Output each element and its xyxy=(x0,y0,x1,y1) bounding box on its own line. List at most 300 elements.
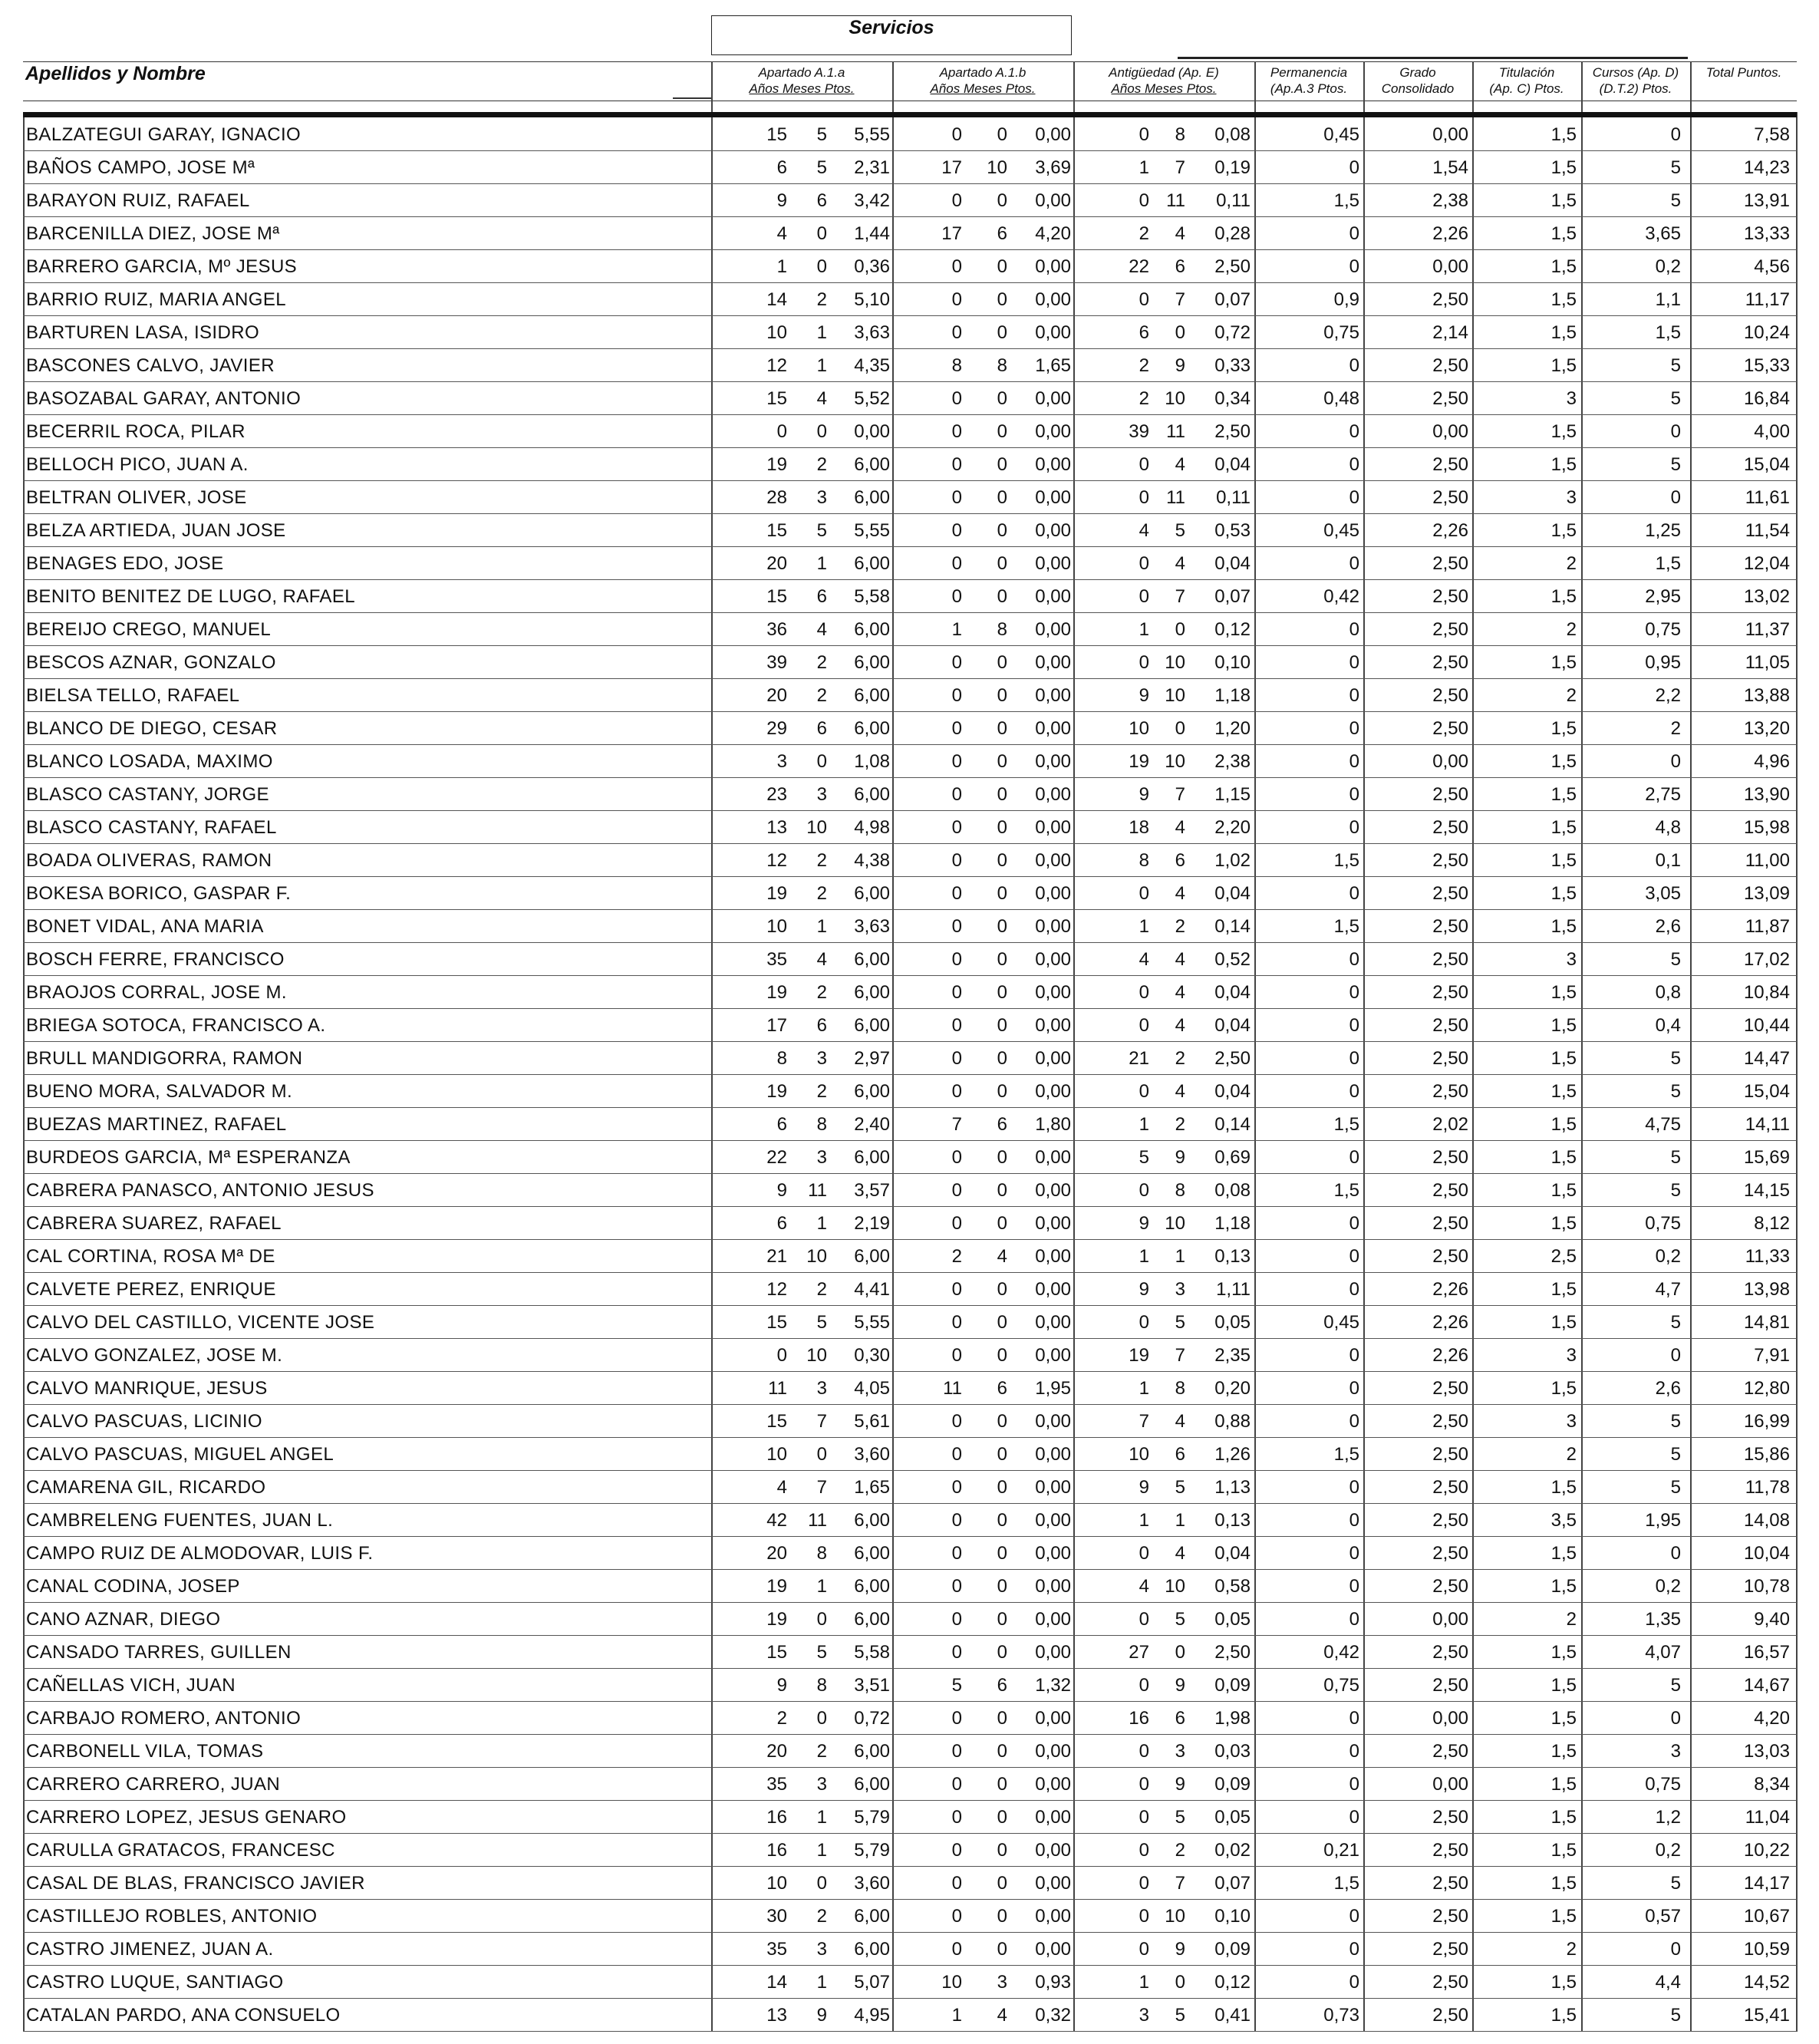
score-cell: 2 xyxy=(816,1906,827,1927)
table-row xyxy=(23,1669,1797,1702)
score-cell: 2 xyxy=(1175,1048,1185,1069)
servicios-title: Servicios xyxy=(849,17,934,38)
column-header-line2: (Ap. C) Ptos. xyxy=(1489,81,1564,96)
score-cell: 2,50 xyxy=(1432,1180,1468,1201)
score-cell: 6,00 xyxy=(854,619,890,640)
column-header-line1: Titulación xyxy=(1498,65,1555,80)
employee-name: CARBAJO ROMERO, ANTONIO xyxy=(26,1708,302,1729)
score-cell: 11,00 xyxy=(1745,850,1790,871)
score-cell: 3,60 xyxy=(854,1444,890,1465)
column-header xyxy=(711,64,892,97)
score-cell: 15,98 xyxy=(1743,817,1790,838)
score-cell: 9 xyxy=(816,2005,827,2026)
score-cell: 2,50 xyxy=(1432,982,1468,1003)
score-cell: 0 xyxy=(816,421,827,442)
score-cell: 2,50 xyxy=(1432,1906,1468,1927)
score-cell: 1 xyxy=(816,355,827,376)
score-cell: 10 xyxy=(766,1444,787,1465)
score-cell: 10 xyxy=(766,916,787,937)
score-cell: 5,07 xyxy=(854,1972,890,1993)
score-cell: 0 xyxy=(997,1048,1007,1069)
score-cell: 0 xyxy=(951,124,962,145)
score-cell: 0,53 xyxy=(1214,520,1251,541)
score-cell: 0 xyxy=(1670,751,1681,772)
score-cell: 19 xyxy=(1129,751,1149,772)
score-cell: 2,50 xyxy=(1432,1147,1468,1168)
column-header-line1: Grado xyxy=(1399,65,1436,80)
score-cell: 5 xyxy=(1670,1081,1681,1102)
score-cell: 4 xyxy=(1175,454,1185,475)
score-cell: 14,47 xyxy=(1743,1048,1790,1069)
table-row xyxy=(23,1735,1797,1768)
score-cell: 3,63 xyxy=(854,916,890,937)
score-cell: 28 xyxy=(766,487,787,508)
score-cell: 0,33 xyxy=(1214,355,1251,376)
score-cell: 0 xyxy=(951,1840,962,1861)
score-cell: 0 xyxy=(997,1477,1007,1498)
score-cell: 0 xyxy=(1349,1543,1359,1564)
score-cell: 10,59 xyxy=(1743,1939,1790,1960)
employee-name: CANAL CODINA, JOSEP xyxy=(26,1576,240,1597)
score-cell: 5 xyxy=(816,157,827,178)
score-cell: 5,79 xyxy=(854,1840,890,1861)
score-cell: 1,5 xyxy=(1550,157,1577,178)
score-cell: 0 xyxy=(1349,1609,1359,1630)
score-cell: 0,00 xyxy=(1035,619,1071,640)
score-cell: 0 xyxy=(997,817,1007,838)
employee-name: CANSADO TARRES, GUILLEN xyxy=(26,1642,292,1663)
employee-name: CALVO PASCUAS, LICINIO xyxy=(26,1411,262,1432)
score-cell: 6 xyxy=(1139,322,1149,343)
table-row xyxy=(23,1009,1797,1042)
score-cell: 4,98 xyxy=(854,817,890,838)
score-cell: 6 xyxy=(1175,256,1185,277)
score-cell: 1,5 xyxy=(1550,223,1577,244)
score-cell: 0 xyxy=(951,289,962,310)
score-cell: 0 xyxy=(997,1774,1007,1795)
score-cell: 9 xyxy=(1139,1213,1149,1234)
score-cell: 1,5 xyxy=(1550,817,1577,838)
score-cell: 2,5 xyxy=(1550,1246,1577,1267)
score-cell: 4 xyxy=(997,1246,1007,1267)
score-cell: 0 xyxy=(1349,421,1359,442)
score-cell: 10 xyxy=(1165,1576,1185,1597)
score-cell: 0,34 xyxy=(1214,388,1251,409)
score-cell: 0,00 xyxy=(1035,322,1071,343)
score-cell: 6,00 xyxy=(854,487,890,508)
employee-name: BLANCO DE DIEGO, CESAR xyxy=(26,718,278,739)
employee-name: CAÑELLAS VICH, JUAN xyxy=(26,1675,236,1696)
score-cell: 10 xyxy=(806,1246,827,1267)
score-cell: 0,28 xyxy=(1214,223,1251,244)
score-cell: 1,44 xyxy=(854,223,890,244)
score-cell: 0 xyxy=(997,1576,1007,1597)
score-cell: 0 xyxy=(1349,1378,1359,1399)
table-row xyxy=(23,1801,1797,1834)
score-cell: 5 xyxy=(1670,1675,1681,1696)
score-cell: 8 xyxy=(997,619,1007,640)
score-cell: 0 xyxy=(1670,1543,1681,1564)
score-cell: 0,00 xyxy=(1035,1873,1071,1894)
employee-name: BENAGES EDO, JOSE xyxy=(26,553,224,574)
score-cell: 1,18 xyxy=(1214,1213,1251,1234)
score-cell: 22 xyxy=(1129,256,1149,277)
score-cell: 0,75 xyxy=(1645,1774,1681,1795)
employee-name: BAÑOS CAMPO, JOSE Mª xyxy=(26,157,255,178)
score-cell: 7 xyxy=(951,1114,962,1135)
table-row xyxy=(23,316,1797,349)
score-cell: 2,50 xyxy=(1432,652,1468,673)
score-cell: 20 xyxy=(766,1543,787,1564)
score-cell: 4,8 xyxy=(1655,817,1681,838)
score-cell: 13,90 xyxy=(1743,784,1790,805)
score-cell: 0,2 xyxy=(1655,1576,1681,1597)
score-cell: 1,5 xyxy=(1550,1180,1577,1201)
score-cell: 2,50 xyxy=(1432,289,1468,310)
score-cell: 0 xyxy=(997,1312,1007,1333)
score-cell: 1,5 xyxy=(1550,850,1577,871)
score-cell: 3,51 xyxy=(854,1675,890,1696)
score-cell: 1,5 xyxy=(1550,322,1577,343)
score-cell: 14,52 xyxy=(1743,1972,1790,1993)
score-cell: 2,50 xyxy=(1214,1048,1251,1069)
table-row xyxy=(23,679,1797,712)
score-cell: 0 xyxy=(1139,1675,1149,1696)
score-cell: 2,50 xyxy=(1432,553,1468,574)
score-cell: 7 xyxy=(816,1411,827,1432)
score-cell: 4,05 xyxy=(854,1378,890,1399)
score-cell: 0 xyxy=(997,1213,1007,1234)
score-cell: 1,32 xyxy=(1035,1675,1071,1696)
score-cell: 1,5 xyxy=(1550,1807,1577,1828)
score-cell: 1,5 xyxy=(1550,1774,1577,1795)
score-cell: 1,5 xyxy=(1333,190,1359,211)
score-cell: 9 xyxy=(1175,1774,1185,1795)
score-cell: 2,50 xyxy=(1432,1081,1468,1102)
score-cell: 0,00 xyxy=(1432,751,1468,772)
table-row xyxy=(23,415,1797,448)
table-row xyxy=(23,250,1797,283)
score-cell: 9 xyxy=(1139,1279,1149,1300)
column-header-line2: (Ap.A.3 Ptos. xyxy=(1270,81,1348,96)
score-cell: 6 xyxy=(997,1378,1007,1399)
score-cell: 0 xyxy=(1139,289,1149,310)
score-cell: 2,75 xyxy=(1645,784,1681,805)
score-cell: 2,38 xyxy=(1214,751,1251,772)
score-cell: 3 xyxy=(816,784,827,805)
score-cell: 0,4 xyxy=(1655,1015,1681,1036)
score-cell: 2,31 xyxy=(854,157,890,178)
score-cell: 3 xyxy=(1175,1741,1185,1762)
score-cell: 0,00 xyxy=(1035,685,1071,706)
score-cell: 0,69 xyxy=(1214,1147,1251,1168)
score-cell: 0,00 xyxy=(1035,949,1071,970)
header-thick-rule xyxy=(23,112,1797,117)
score-cell: 4,41 xyxy=(854,1279,890,1300)
score-cell: 0,11 xyxy=(1216,190,1251,211)
employee-name: BLANCO LOSADA, MAXIMO xyxy=(26,751,273,772)
score-cell: 5 xyxy=(816,1312,827,1333)
score-cell: 4 xyxy=(1175,949,1185,970)
score-cell: 0,93 xyxy=(1035,1972,1071,1993)
score-cell: 19 xyxy=(766,982,787,1003)
score-cell: 1,5 xyxy=(1550,355,1577,376)
score-cell: 4,20 xyxy=(1035,223,1071,244)
score-cell: 10 xyxy=(941,1972,962,1993)
score-cell: 1,5 xyxy=(1333,1873,1359,1894)
score-cell: 0 xyxy=(997,652,1007,673)
score-cell: 0 xyxy=(997,190,1007,211)
score-cell: 0 xyxy=(1349,487,1359,508)
score-cell: 0 xyxy=(1139,1015,1149,1036)
employee-name: CATALAN PARDO, ANA CONSUELO xyxy=(26,2005,341,2026)
table-row xyxy=(23,778,1797,811)
score-cell: 13,91 xyxy=(1743,190,1790,211)
score-cell: 0,00 xyxy=(1035,1444,1071,1465)
employee-name: BOADA OLIVERAS, RAMON xyxy=(26,850,272,871)
table-row xyxy=(23,1702,1797,1735)
score-cell: 2,50 xyxy=(1432,916,1468,937)
score-cell: 9 xyxy=(1139,685,1149,706)
score-cell: 1,5 xyxy=(1550,1279,1577,1300)
score-cell: 1,5 xyxy=(1550,1048,1577,1069)
table-row xyxy=(23,547,1797,580)
score-cell: 0 xyxy=(951,388,962,409)
table-row xyxy=(23,1471,1797,1504)
table-row xyxy=(23,1999,1797,2032)
score-cell: 0 xyxy=(1349,718,1359,739)
score-cell: 6,00 xyxy=(854,685,890,706)
score-cell: 17,02 xyxy=(1743,949,1790,970)
table-row xyxy=(23,1504,1797,1537)
score-cell: 3,69 xyxy=(1035,157,1071,178)
score-cell: 0 xyxy=(997,751,1007,772)
score-cell: 3,5 xyxy=(1550,1510,1577,1531)
table-row xyxy=(23,580,1797,613)
column-header-line2: (D.T.2) Ptos. xyxy=(1599,81,1672,96)
score-cell: 1,5 xyxy=(1550,1477,1577,1498)
score-cell: 11,05 xyxy=(1745,652,1790,673)
score-cell: 10,84 xyxy=(1743,982,1790,1003)
score-cell: 6,00 xyxy=(854,1081,890,1102)
score-cell: 8 xyxy=(816,1114,827,1135)
score-cell: 0 xyxy=(1349,256,1359,277)
score-cell: 8 xyxy=(1175,1378,1185,1399)
score-cell: 1 xyxy=(816,1213,827,1234)
score-cell: 14,17 xyxy=(1743,1873,1790,1894)
score-cell: 15 xyxy=(766,586,787,607)
score-cell: 0,13 xyxy=(1214,1510,1251,1531)
score-cell: 10 xyxy=(1165,1906,1185,1927)
score-cell: 35 xyxy=(766,949,787,970)
column-header-line2: Años Meses Ptos. xyxy=(930,81,1036,96)
score-cell: 0 xyxy=(1349,982,1359,1003)
score-cell: 13,03 xyxy=(1743,1741,1790,1762)
score-cell: 14 xyxy=(766,289,787,310)
score-cell: 2,26 xyxy=(1432,1279,1468,1300)
score-cell: 0 xyxy=(997,1906,1007,1927)
score-cell: 0,41 xyxy=(1214,2005,1251,2026)
employee-name: BLASCO CASTANY, RAFAEL xyxy=(26,817,277,838)
score-cell: 6 xyxy=(1175,1444,1185,1465)
score-cell: 0 xyxy=(951,1015,962,1036)
score-cell: 0 xyxy=(1349,883,1359,904)
score-cell: 15 xyxy=(766,1642,787,1663)
score-cell: 0 xyxy=(997,289,1007,310)
score-cell: 6 xyxy=(997,1114,1007,1135)
score-cell: 6,00 xyxy=(854,1510,890,1531)
score-cell: 14,67 xyxy=(1743,1675,1790,1696)
score-cell: 3 xyxy=(997,1972,1007,1993)
score-cell: 2,35 xyxy=(1214,1345,1251,1366)
score-cell: 15,41 xyxy=(1743,2005,1790,2026)
score-cell: 0,00 xyxy=(1035,718,1071,739)
score-cell: 5,55 xyxy=(854,124,890,145)
score-cell: 10 xyxy=(1165,652,1185,673)
score-cell: 3,63 xyxy=(854,322,890,343)
table-row xyxy=(23,1042,1797,1075)
score-cell: 8,34 xyxy=(1754,1774,1790,1795)
score-cell: 0,07 xyxy=(1214,289,1251,310)
score-cell: 6,00 xyxy=(854,1543,890,1564)
score-cell: 0 xyxy=(816,1708,827,1729)
employee-name: CAL CORTINA, ROSA Mª DE xyxy=(26,1246,275,1267)
score-cell: 1,5 xyxy=(1550,520,1577,541)
score-cell: 0 xyxy=(997,1543,1007,1564)
score-cell: 0 xyxy=(997,982,1007,1003)
score-cell: 0 xyxy=(997,1279,1007,1300)
score-cell: 0 xyxy=(816,1444,827,1465)
score-cell: 0 xyxy=(1139,1873,1149,1894)
employee-name: BLASCO CASTANY, JORGE xyxy=(26,784,269,805)
score-cell: 4,38 xyxy=(854,850,890,871)
score-cell: 7 xyxy=(1175,1873,1185,1894)
score-cell: 3,42 xyxy=(854,190,890,211)
score-cell: 6,00 xyxy=(854,1147,890,1168)
score-cell: 2,50 xyxy=(1432,1741,1468,1762)
score-cell: 0,11 xyxy=(1216,487,1251,508)
score-cell: 2,50 xyxy=(1432,850,1468,871)
score-cell: 2,2 xyxy=(1655,685,1681,706)
score-cell: 2,50 xyxy=(1432,388,1468,409)
score-cell: 7,91 xyxy=(1754,1345,1790,1366)
score-cell: 16,99 xyxy=(1743,1411,1790,1432)
score-cell: 5 xyxy=(1670,355,1681,376)
score-cell: 1,5 xyxy=(1550,289,1577,310)
score-cell: 2,50 xyxy=(1432,619,1468,640)
score-cell: 2,40 xyxy=(854,1114,890,1135)
score-cell: 15,04 xyxy=(1743,454,1790,475)
score-cell: 1,26 xyxy=(1214,1444,1251,1465)
table-row xyxy=(23,1834,1797,1867)
score-cell: 1,5 xyxy=(1655,553,1681,574)
score-cell: 16,84 xyxy=(1743,388,1790,409)
table-row xyxy=(23,646,1797,679)
score-cell: 0,45 xyxy=(1323,520,1359,541)
table-row xyxy=(23,1537,1797,1570)
score-cell: 1,5 xyxy=(1550,1081,1577,1102)
score-cell: 4,00 xyxy=(1754,421,1790,442)
score-cell: 0 xyxy=(997,487,1007,508)
score-cell: 19 xyxy=(766,883,787,904)
table-row xyxy=(23,1570,1797,1603)
name-column-header: Apellidos y Nombre xyxy=(25,63,206,84)
score-cell: 2 xyxy=(1670,718,1681,739)
score-cell: 2,50 xyxy=(1432,1444,1468,1465)
score-cell: 0 xyxy=(997,1411,1007,1432)
score-cell: 6,00 xyxy=(854,883,890,904)
score-cell: 0 xyxy=(1175,718,1185,739)
score-cell: 4,7 xyxy=(1655,1279,1681,1300)
score-cell: 2,50 xyxy=(1432,1510,1468,1531)
score-cell: 5,10 xyxy=(854,289,890,310)
score-cell: 2,50 xyxy=(1432,1807,1468,1828)
column-header-line1: Apartado A.1.b xyxy=(939,65,1026,80)
employee-name: CALVO PASCUAS, MIGUEL ANGEL xyxy=(26,1444,334,1465)
score-cell: 13,09 xyxy=(1743,883,1790,904)
score-cell: 19 xyxy=(766,1576,787,1597)
score-cell: 0 xyxy=(997,256,1007,277)
table-row xyxy=(23,184,1797,217)
score-cell: 6,00 xyxy=(854,784,890,805)
score-cell: 4 xyxy=(776,1477,787,1498)
score-cell: 0,58 xyxy=(1214,1576,1251,1597)
score-cell: 0 xyxy=(816,256,827,277)
score-cell: 0,48 xyxy=(1323,388,1359,409)
employee-name: BARAYON RUIZ, RAFAEL xyxy=(26,190,250,211)
score-cell: 1,5 xyxy=(1550,1015,1577,1036)
score-cell: 6 xyxy=(816,586,827,607)
table-row xyxy=(23,1603,1797,1636)
row-divider xyxy=(23,2031,1797,2032)
score-cell: 0 xyxy=(951,1180,962,1201)
score-cell: 7 xyxy=(1139,1411,1149,1432)
score-cell: 0,2 xyxy=(1655,256,1681,277)
score-cell: 0 xyxy=(951,1576,962,1597)
score-cell: 0 xyxy=(997,553,1007,574)
score-cell: 0 xyxy=(997,1180,1007,1201)
score-cell: 11,04 xyxy=(1745,1807,1790,1828)
score-cell: 7,58 xyxy=(1754,124,1790,145)
score-cell: 14,08 xyxy=(1743,1510,1790,1531)
score-cell: 11 xyxy=(1166,487,1185,508)
score-cell: 0 xyxy=(1349,553,1359,574)
employee-name: CARRERO CARRERO, JUAN xyxy=(26,1774,281,1795)
score-cell: 1,5 xyxy=(1333,1180,1359,1201)
score-cell: 17 xyxy=(941,157,962,178)
score-cell: 0 xyxy=(1349,1576,1359,1597)
score-cell: 9 xyxy=(1175,1939,1185,1960)
score-cell: 0 xyxy=(1139,982,1149,1003)
score-cell: 0,00 xyxy=(1035,487,1071,508)
score-cell: 0 xyxy=(997,850,1007,871)
score-cell: 1,65 xyxy=(854,1477,890,1498)
score-cell: 0 xyxy=(1139,1609,1149,1630)
score-cell: 2,50 xyxy=(1432,355,1468,376)
employee-name: CAMBRELENG FUENTES, JUAN L. xyxy=(26,1510,334,1531)
score-cell: 0 xyxy=(951,256,962,277)
score-cell: 1,5 xyxy=(1550,1114,1577,1135)
score-cell: 1,5 xyxy=(1550,751,1577,772)
score-cell: 0 xyxy=(951,718,962,739)
score-cell: 9 xyxy=(1139,1477,1149,1498)
score-cell: 1,5 xyxy=(1550,1213,1577,1234)
score-cell: 0 xyxy=(1139,1741,1149,1762)
score-cell: 35 xyxy=(766,1939,787,1960)
score-cell: 6,00 xyxy=(854,1609,890,1630)
score-cell: 2,50 xyxy=(1432,454,1468,475)
score-cell: 0 xyxy=(1139,652,1149,673)
